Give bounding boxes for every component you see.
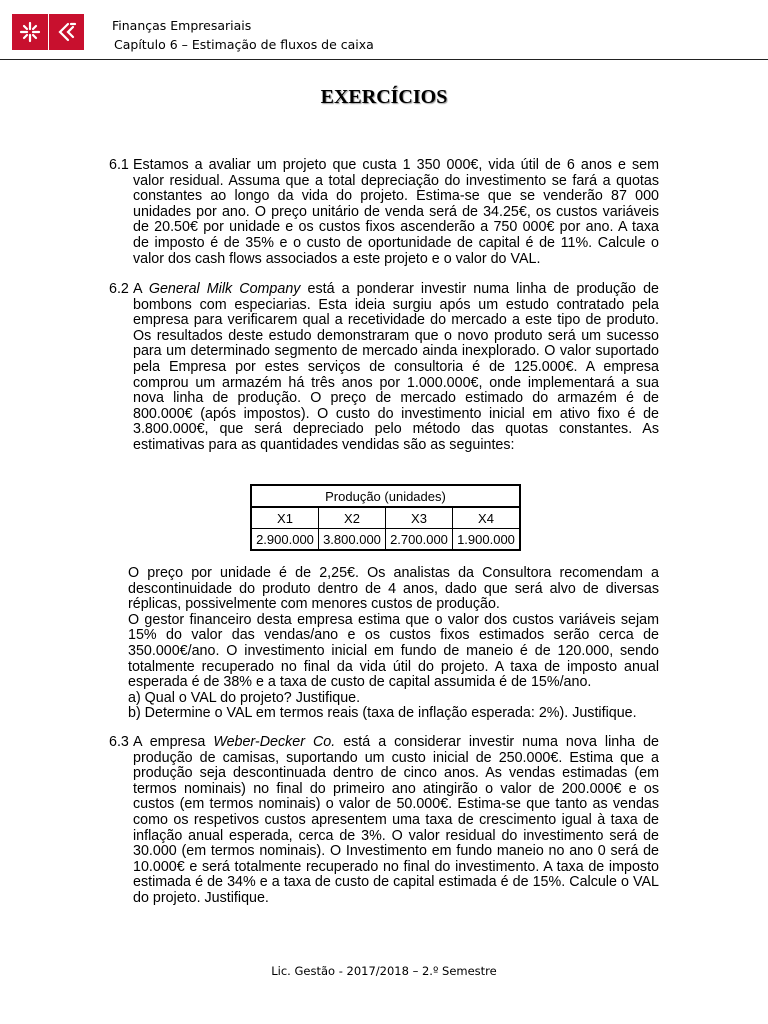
exercise-6-2 <box>109 282 659 454</box>
exercise-text: Estamos a avaliar um projeto que custa 1 350 000€, vida útil de 6 anos e sem valor residual. Assuma que a total depreciação do investimento se fará a quotas constantes ao longo da vida do projeto. Estima-se que se venderão 87 000 unidades por ano. O preço unitário de venda será de 34.25€, os custos variáveis de 20.50€ por unidade e os custos fixos ascenderão a 750 000€ por ano. A taxa de imposto é de 35% e o custo de oportunidade de capital é de 11%. Calcule o valor dos cash flows associados a este projeto e o valor do VAL. <box>133 157 659 267</box>
course-title: Finanças Empresariais <box>112 18 252 33</box>
page-title: EXERCÍCIOS <box>320 86 448 108</box>
table-cell: 2.900.000 <box>251 529 319 551</box>
exercise-number: 6.3 <box>109 734 129 750</box>
table-header-row <box>251 507 520 529</box>
text-body: está a ponderar investir numa linha de produção de bombons com especiarias. Esta ideia surgiu após um estudo contratado pela empresa para verificarem qual a recetividade do mercado a este tipo de produto. Os resultados deste estudo demonstraram que o novo produto será um sucesso para um determinado segmento de mercado ainda inexplorado. O valor suportado pela Empresa por estes serviços de consultoria é de 125.000€. A empresa comprou um armazém há três anos por 1.000.000€, onde implementará a sua nova linha de produção. O preço de mercado estimado do armazém é de 800.000€ (após impostos). O custo do investimento inicial em ativo fixo é de 3.800.000€, que será depreciado pelo método das quotas constantes. As estimativas para as quantidades vendidas são as seguintes: <box>133 281 659 453</box>
table-cell: 2.700.000 <box>386 529 453 551</box>
exercise-text <box>133 282 659 454</box>
company-name: General Milk Company <box>148 281 301 297</box>
logo-cross-block <box>12 14 48 50</box>
production-table <box>250 484 521 551</box>
table-caption: Produção (unidades) <box>251 485 520 507</box>
table-cell: 1.900.000 <box>453 529 521 551</box>
exercise-text <box>133 735 659 907</box>
table-header: X2 <box>319 507 386 529</box>
header-divider <box>0 59 768 60</box>
exercise-number: 6.1 <box>109 157 129 173</box>
text-prefix: A <box>133 281 149 297</box>
question-b: b) Determine o VAL em termos reais (taxa de inflação esperada: 2%). Justifique. <box>128 705 637 722</box>
table-row <box>251 529 520 551</box>
table-cell: 3.800.000 <box>319 529 386 551</box>
question-a: a) Qual o VAL do projeto? Justifique. <box>128 689 361 706</box>
exercise-number: 6.2 <box>109 281 129 297</box>
company-name: Weber-Decker Co. <box>213 734 336 750</box>
text-body: está a considerar investir numa nova linha de produção de camisas, suportando um custo inicial de 250.000€. Estima que a produção seja descontinuada dentro de cinco anos. As vendas estimadas (em termos nominais) no final do primeiro ano atingirão o valor de 200.000€ e os custos (em termos nominais) o valor de 50.000€. Estima-se que tanto as vendas como os respetivos custos apresentem uma taxa de crescimento igual à taxa de inflação anual esperada, cerca de 3%. O valor residual do investimento será de 30.000 (em termos nominais). O Investimento em fundo maneio no ano 0 será de 10.000€ e será totalmente recuperado no final do investimento. A taxa de imposto estimada é de 34% e a taxa de custo de capital estimada é de 15%. Calcule o VAL do projeto. Justifique. <box>133 734 659 906</box>
text-prefix: A empresa <box>133 734 214 750</box>
chapter-title: Capítulo 6 – Estimação de fluxos de caixa <box>114 37 374 52</box>
page-footer: Lic. Gestão - 2017/2018 – 2.º Semestre <box>271 964 497 978</box>
table-header: X1 <box>251 507 319 529</box>
paragraph: O gestor financeiro desta empresa estima que o valor dos custos variáveis sejam 15% do valor das vendas/ano e os custos fixos estimados serão cerca de 350.000€/ano. O investimento inicial em fundo de maneio é de 120.000, sendo totalmente recuperado no final da vida útil do projeto. A taxa de imposto anual esperada é de 38% e a taxa de custo de capital assumida é de 15%/ano. <box>128 611 659 691</box>
header-text <box>112 16 374 54</box>
page-header <box>0 0 768 60</box>
logo-chevron-block <box>49 14 84 50</box>
table-header: X3 <box>386 507 453 529</box>
exercise-6-2-continued <box>128 566 659 722</box>
university-logo <box>12 14 84 50</box>
table-header: X4 <box>453 507 521 529</box>
paragraph: O preço por unidade é de 2,25€. Os analistas da Consultora recomendam a descontinuidade do produto dentro de 4 anos, dado que será alvo de diversas réplicas, possivelmente com menores custos de produção. <box>128 565 659 613</box>
exercise-6-3 <box>109 735 659 907</box>
cross-icon <box>19 21 41 43</box>
chevron-logo-icon <box>56 21 78 43</box>
exercise-6-1 <box>109 158 659 267</box>
